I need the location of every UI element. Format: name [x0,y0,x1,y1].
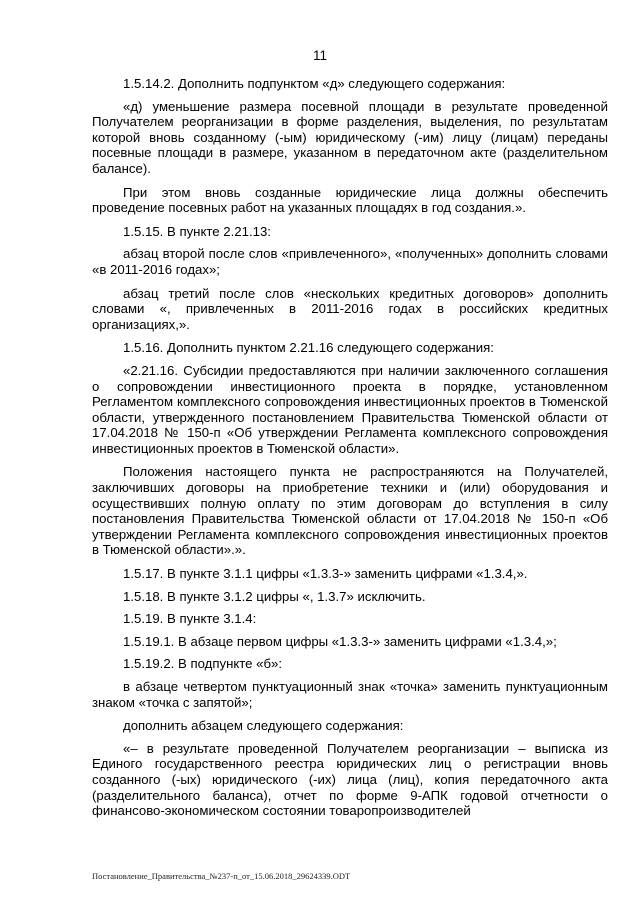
paragraph: 1.5.19.1. В абзаце первом цифры «1.3.3-» заменить цифрами «1.3.4,»; [123,633,557,649]
paragraph: 1.5.18. В пункте 3.1.2 цифры «, 1.3.7» исключить. [123,588,426,604]
paragraph: 1.5.19.2. В подпункте «б»: [123,656,283,672]
page-number: 11 [312,48,327,63]
paragraph: абзац второй после слов «привлеченного», «полученных» дополнить словами «в 2011-2016 годах»; [92,246,608,277]
paragraph: в абзаце четвертом пунктуационный знак «точка» заменить пунктуационным знаком «точка с запятой»; [92,679,608,710]
paragraph: 1.5.15. В пункте 2.21.13: [123,223,271,239]
paragraph: 1.5.17. В пункте 3.1.1 цифры «1.3.3-» заменить цифрами «1.3.4,». [123,566,528,582]
paragraph: «д) уменьшение размера посевной площади в результате проведенной Получателем реорганизации в форме разделения, выделения, по результатам которой вновь созданному (-ым) юридическому (-им) лицу (лицам) переданы посевные площади в размере, указанном в передаточном акте (разделительном балансе). [92,98,608,176]
paragraph: 1.5.14.2. Дополнить подпунктом «д» следующего содержания: [123,76,506,91]
document-body [92,76,608,827]
paragraph: «2.21.16. Субсидии предоставляются при наличии заключенного соглашения о сопровождении инвестиционного проекта в порядке, установленном Регламентом комплексного сопровождения инвестиционных проектов в Тюменской области, утвержденного постановлением Правительства Тюменской области от 17.04.2018 № 150-п «Об утверждении Регламента комплексного сопровождения инвестиционных проектов в Тюменской области». [92,362,608,456]
paragraph: дополнить абзацем следующего содержания: [123,718,404,734]
paragraph: абзац третий после слов «нескольких кредитных договоров» дополнить словами «, привлеченных в 2011-2016 годах в российских кредитных организациях,». [92,285,608,332]
paragraph: 1.5.16. Дополнить пунктом 2.21.16 следующего содержания: [123,340,494,356]
paragraph: 1.5.19. В пункте 3.1.4: [123,611,257,627]
footer-filename: Постановление_Правительства_№237-п_от_15.06.2018_29624339.ODT [92,871,351,881]
paragraph: При этом вновь созданные юридические лица должны обеспечить проведение посевных работ на указанных площадях в год создания.». [92,184,608,216]
paragraph: Положения настоящего пункта не распространяются на Получателей, заключивших договоры на приобретение техники и (или) оборудования и осуществивших полную оплату по этим договорам до вступления в силу постановления Правительства Тюменской области от 17.04.2018 № 150-п «Об утверждении Регламента комплексного сопровождения инвестиционных проектов в Тюменской области».». [92,464,608,558]
paragraph: «– в результате проведенной Получателем реорганизации – выписка из Единого государственного реестра юридических лиц о регистрации вновь созданного (-ых) юридического (-их) лица (лиц), копия передаточного акта (разделительного баланса), отчет по форме 9-АПК годовой отчетности о финансово-экономическом состоянии товаропроизводителей [92,740,608,819]
